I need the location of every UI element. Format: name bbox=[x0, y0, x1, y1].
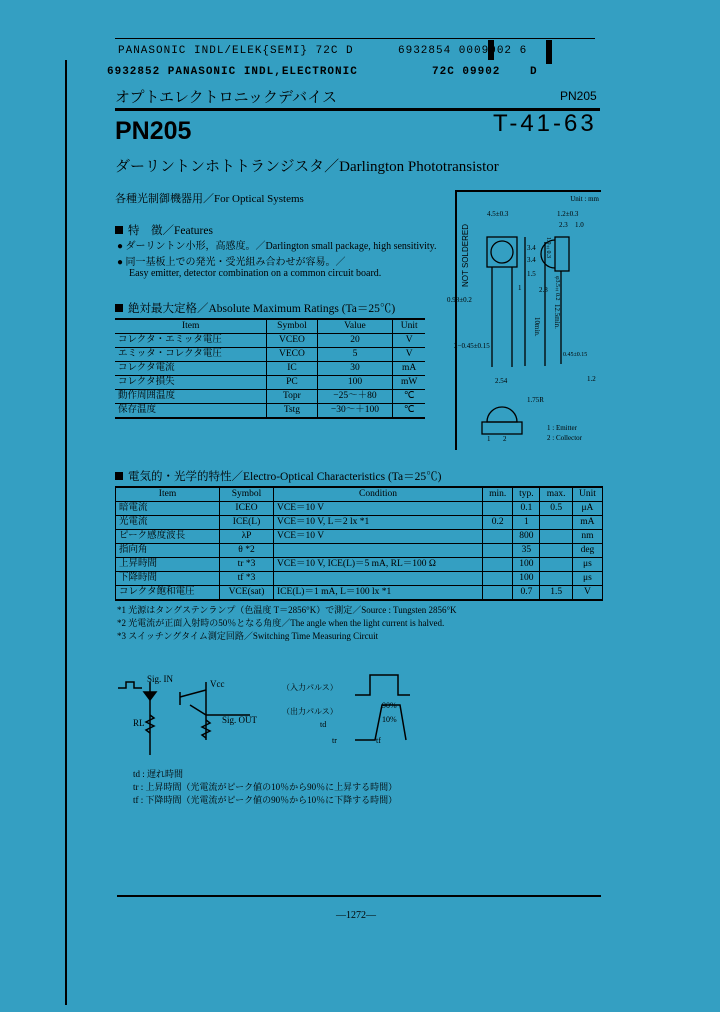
subtitle: ダーリントンホトトランジスタ／Darlington Phototransistor bbox=[115, 159, 499, 175]
table-cell: 保存温度 bbox=[115, 404, 267, 419]
table-cell: Tstg bbox=[267, 404, 317, 419]
table-cell bbox=[482, 544, 512, 558]
table-cell: 100 bbox=[513, 558, 540, 572]
outline-drawing bbox=[447, 190, 601, 450]
table-row bbox=[115, 390, 425, 404]
table-cell: θ *2 bbox=[220, 544, 274, 558]
dim-label: 4.5±0.3 bbox=[487, 210, 509, 218]
table-cell: mW bbox=[393, 376, 425, 390]
abs-max-table bbox=[115, 318, 425, 419]
eo-section bbox=[115, 486, 603, 643]
header-code-line1: PANASONIC INDL/ELEK{SEMI} 72C D bbox=[118, 45, 354, 57]
column-header: Item bbox=[116, 487, 220, 502]
table-cell: コレクタ電流 bbox=[115, 362, 267, 376]
table-cell: 20 bbox=[317, 334, 393, 348]
table-cell bbox=[274, 572, 483, 586]
table-cell bbox=[274, 544, 483, 558]
table-cell: コレクタ損失 bbox=[115, 376, 267, 390]
column-header: typ. bbox=[513, 487, 540, 502]
rl-label: RL bbox=[133, 718, 145, 728]
column-header: Unit bbox=[393, 319, 425, 334]
table-cell bbox=[540, 572, 572, 586]
timing-note: tr : 上昇時間（光電流がピーク値の10％から90％に上昇する時間） bbox=[133, 782, 398, 792]
table-cell: VCE(sat) bbox=[220, 586, 274, 601]
input-pulse-label: （入力パルス） bbox=[282, 683, 338, 692]
unit-label: Unit : mm bbox=[570, 195, 599, 203]
scan-border bbox=[65, 60, 67, 1005]
table-cell: mA bbox=[572, 516, 602, 530]
table-cell bbox=[540, 544, 572, 558]
table-cell: mA bbox=[393, 362, 425, 376]
divider bbox=[115, 38, 595, 39]
table-cell: IC bbox=[267, 362, 317, 376]
table-cell: V bbox=[393, 348, 425, 362]
table-cell: 上昇時間 bbox=[116, 558, 220, 572]
sig-in-label: Sig. IN bbox=[147, 674, 174, 684]
header-code-line2: 6932852 PANASONIC INDL,ELECTRONIC bbox=[107, 66, 358, 78]
dim-label: 1 bbox=[518, 284, 522, 292]
dim-label: 3.4 bbox=[527, 244, 536, 252]
table-cell: ICE(L)＝1 mA, L＝100 lx *1 bbox=[274, 586, 483, 601]
table-cell: 1.5 bbox=[540, 586, 572, 601]
footnote: *1 光源はタングステンランプ（色温度 T＝2856°K）で測定／Source : Tungsten 2856°K bbox=[117, 605, 457, 615]
feature-item: ● ダーリントン小形，高感度。／Darlington small package, high sensitivity. bbox=[117, 241, 437, 252]
heading-text: 電気的・光学的特性／Electro-Optical Characteristics (Ta＝25℃) bbox=[128, 471, 442, 483]
timing-note: tf : 下降時間（光電流がピーク値の90％から10％に下降する時間） bbox=[133, 795, 398, 805]
table-row bbox=[115, 404, 425, 419]
table-cell: −25～＋80 bbox=[317, 390, 393, 404]
dim-label: 1.5 bbox=[527, 270, 536, 278]
p90-label: 90% bbox=[382, 701, 397, 710]
eo-heading bbox=[115, 468, 441, 484]
table-row bbox=[116, 516, 603, 530]
dim-label: 0.45±0.15 bbox=[563, 352, 588, 358]
table-cell: ICE(L) bbox=[220, 516, 274, 530]
vcc-label: Vcc bbox=[210, 679, 225, 689]
dim-label: 10min. bbox=[533, 317, 541, 337]
table-cell: 800 bbox=[513, 530, 540, 544]
table-cell: ℃ bbox=[393, 404, 425, 419]
table-row bbox=[116, 572, 603, 586]
dim-label: 2.8 bbox=[539, 286, 548, 294]
page-number: —1272— bbox=[336, 910, 376, 921]
table-cell: 動作周囲温度 bbox=[115, 390, 267, 404]
output-pulse-label: （出力パルス） bbox=[282, 707, 338, 716]
table-cell: V bbox=[572, 586, 602, 601]
table-cell bbox=[482, 530, 512, 544]
table-cell: deg bbox=[572, 544, 602, 558]
eo-table bbox=[115, 486, 603, 601]
category-title: オプトエレクトロニックデバイス bbox=[115, 89, 338, 106]
table-row bbox=[115, 334, 425, 348]
tr-label: tr bbox=[332, 736, 337, 745]
pin-number: 2 bbox=[503, 435, 507, 443]
table-row bbox=[115, 348, 425, 362]
table-cell: 0.7 bbox=[513, 586, 540, 601]
table-row bbox=[116, 544, 603, 558]
table-cell: tf *3 bbox=[220, 572, 274, 586]
table-cell: −30～＋100 bbox=[317, 404, 393, 419]
features-heading bbox=[115, 222, 213, 238]
footnote: *3 スイッチングタイム測定回路／Switching Time Measuring Circuit bbox=[117, 631, 379, 641]
column-header: Unit bbox=[572, 487, 602, 502]
table-cell: VCE＝10 V bbox=[274, 502, 483, 516]
table-row bbox=[115, 376, 425, 390]
table-cell: 暗電流 bbox=[116, 502, 220, 516]
feature-text: ダーリントン小形，高感度。／Darlington small package, high sensitivity. bbox=[125, 241, 437, 252]
table-cell: Topr bbox=[267, 390, 317, 404]
table-cell: V bbox=[393, 334, 425, 348]
dim-label: 1.9±0.3 bbox=[545, 237, 551, 258]
table-cell: 30 bbox=[317, 362, 393, 376]
table-cell: 指向角 bbox=[116, 544, 220, 558]
table-cell: μA bbox=[572, 502, 602, 516]
table-header-row bbox=[116, 487, 603, 502]
td-label: td bbox=[320, 720, 327, 729]
table-row bbox=[116, 530, 603, 544]
table-cell: 0.2 bbox=[482, 516, 512, 530]
part-ref: PN205 bbox=[560, 89, 597, 103]
table-cell: VCE＝10 V, L＝2 lx *1 bbox=[274, 516, 483, 530]
table-cell: μs bbox=[572, 558, 602, 572]
table-row bbox=[116, 558, 603, 572]
handwritten-code: T-41-63 bbox=[493, 110, 597, 137]
table-cell bbox=[482, 558, 512, 572]
timing-note: td : 遅れ時間 bbox=[133, 769, 184, 779]
table-cell: VCEO bbox=[267, 334, 317, 348]
table-cell: コレクタ飽和電圧 bbox=[116, 586, 220, 601]
table-cell bbox=[482, 572, 512, 586]
dim-label: 1.2 bbox=[587, 375, 596, 383]
table-cell bbox=[540, 558, 572, 572]
table-cell bbox=[540, 516, 572, 530]
table-cell: 0.1 bbox=[513, 502, 540, 516]
pin-legend: 1 : Emitter bbox=[547, 424, 577, 432]
table-cell: 100 bbox=[317, 376, 393, 390]
table-cell: エミッタ・コレクタ電圧 bbox=[115, 348, 267, 362]
footnote: *2 光電流が正面入射時の50％となる角度／The angle when the light current is halved. bbox=[117, 618, 445, 628]
column-header: Condition bbox=[274, 487, 483, 502]
heading-text: 絶対最大定格／Absolute Maximum Ratings (Ta＝25℃) bbox=[128, 303, 396, 315]
header-code-line1-right: 6932854 0009902 6 bbox=[398, 45, 528, 57]
table-cell: ℃ bbox=[393, 390, 425, 404]
table-cell: 0.5 bbox=[540, 502, 572, 516]
dim-label: φ3.5±0.2 bbox=[554, 276, 560, 301]
table-cell: 5 bbox=[317, 348, 393, 362]
table-cell: 1 bbox=[513, 516, 540, 530]
header-code-line2-right: D bbox=[530, 66, 538, 78]
column-header: Symbol bbox=[267, 319, 317, 334]
pin-legend: 2 : Collector bbox=[547, 434, 582, 442]
feature-item: ● 同一基板上での発光・受光組み合わせが容易。／ bbox=[117, 257, 346, 268]
dim-label: 12.5min. bbox=[553, 304, 561, 329]
table-cell bbox=[540, 530, 572, 544]
feature-text: Easy emitter, detector combination on a common circuit board. bbox=[129, 268, 382, 279]
footer-rule bbox=[117, 895, 601, 897]
not-soldered-label: NOT SOLDERED bbox=[461, 224, 470, 287]
p10-label: 10% bbox=[382, 715, 397, 724]
table-cell: VCE＝10 V, ICE(L)＝5 mA, RL＝100 Ω bbox=[274, 558, 483, 572]
table-cell: 100 bbox=[513, 572, 540, 586]
heading-text: 特 徴／Features bbox=[128, 225, 213, 237]
table-cell: λP bbox=[220, 530, 274, 544]
footnotes bbox=[115, 604, 603, 643]
dim-label: 1.0 bbox=[575, 221, 584, 229]
barcode-mark bbox=[546, 40, 552, 64]
table-row bbox=[115, 362, 425, 376]
abs-max-heading bbox=[115, 300, 395, 316]
sig-out-label: Sig. OUT bbox=[222, 715, 258, 725]
feature-text: 同一基板上での発光・受光組み合わせが容易。／ bbox=[125, 257, 346, 268]
dim-label: 3.4 bbox=[527, 256, 536, 264]
table-cell: nm bbox=[572, 530, 602, 544]
table-cell: ピーク感度波長 bbox=[116, 530, 220, 544]
table-header-row bbox=[115, 319, 425, 334]
pin-number: 1 bbox=[487, 435, 491, 443]
column-header: Symbol bbox=[220, 487, 274, 502]
table-cell: ICEO bbox=[220, 502, 274, 516]
dim-label: 2.54 bbox=[495, 377, 508, 385]
dim-label: 1.2±0.3 bbox=[557, 210, 579, 218]
application: 各種光制御機器用／For Optical Systems bbox=[115, 193, 304, 205]
table-cell: VECO bbox=[267, 348, 317, 362]
column-header: Value bbox=[317, 319, 393, 334]
table-cell: 光電流 bbox=[116, 516, 220, 530]
dim-label: 0.98±0.2 bbox=[447, 296, 472, 304]
dim-label: 2−0.45±0.15 bbox=[454, 342, 490, 350]
table-row bbox=[116, 502, 603, 516]
column-header: max. bbox=[540, 487, 572, 502]
tf-label: tf bbox=[376, 736, 381, 745]
table-cell: コレクタ・エミッタ電圧 bbox=[115, 334, 267, 348]
table-cell: 下降時間 bbox=[116, 572, 220, 586]
table-cell: μs bbox=[572, 572, 602, 586]
table-row bbox=[116, 586, 603, 601]
package-drawing-svg bbox=[457, 192, 603, 452]
dim-label: 2.3 bbox=[559, 221, 568, 229]
table-cell bbox=[482, 586, 512, 601]
column-header: Item bbox=[115, 319, 267, 334]
part-number: PN205 bbox=[115, 117, 192, 145]
table-cell: VCE＝10 V bbox=[274, 530, 483, 544]
table-cell: tr *3 bbox=[220, 558, 274, 572]
table-cell bbox=[482, 502, 512, 516]
table-cell: PC bbox=[267, 376, 317, 390]
header-code-line2-mid: 72C 09902 bbox=[432, 66, 501, 78]
column-header: min. bbox=[482, 487, 512, 502]
table-cell: 35 bbox=[513, 544, 540, 558]
dim-label: 1.75R bbox=[527, 396, 544, 404]
